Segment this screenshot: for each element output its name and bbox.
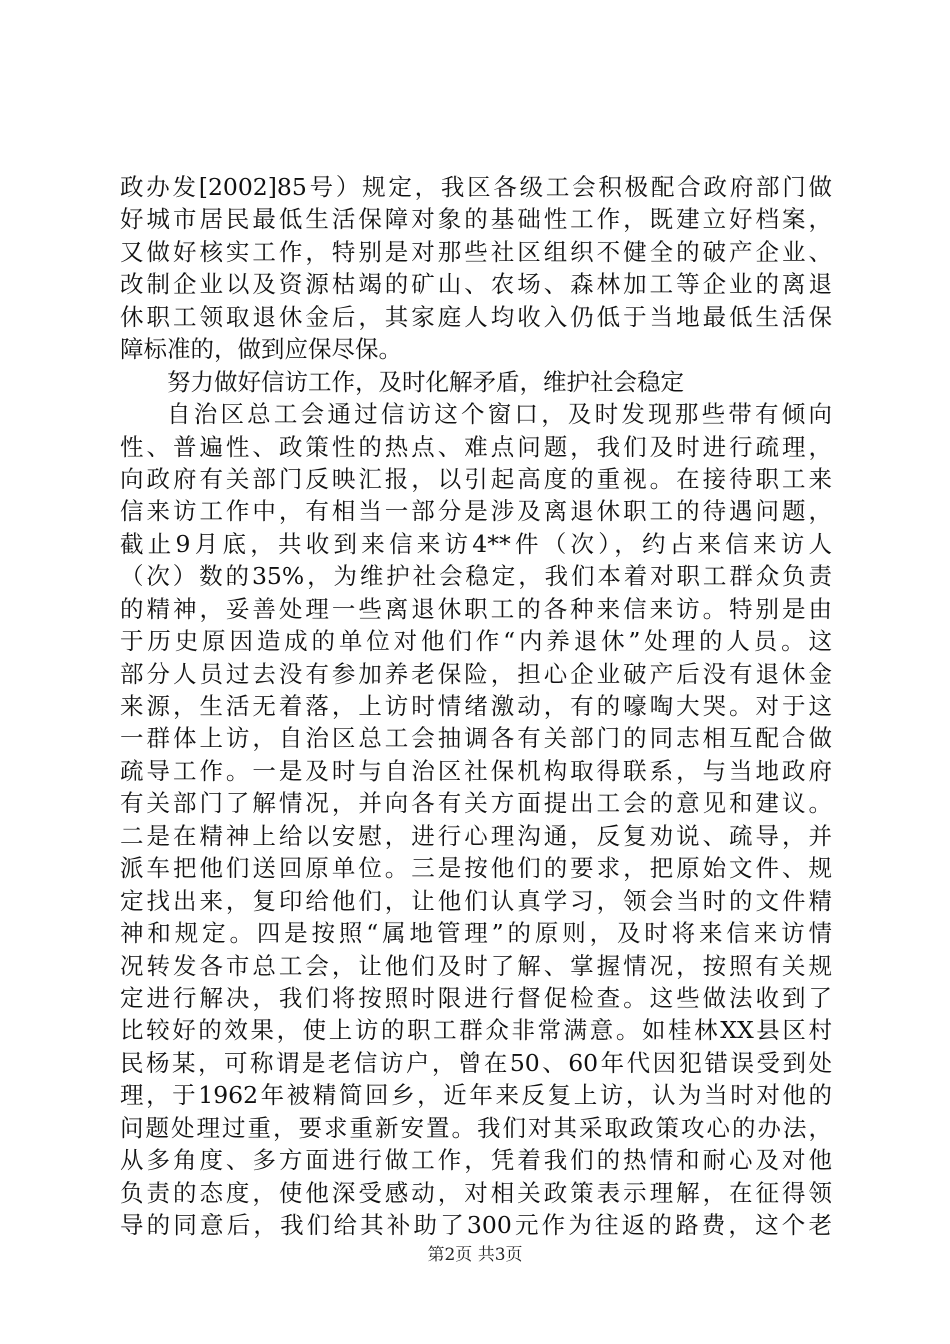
text-line: 的精神，妥善处理一些离退休职工的各种来信来访。特别是由 xyxy=(120,594,832,623)
document-body xyxy=(120,171,832,1241)
section-heading: 努力做好信访工作，及时化解矛盾，维护社会稳定 xyxy=(167,367,684,396)
text-line: 导的同意后，我们给其补助了300元作为往返的路费，这个老 xyxy=(120,1211,832,1239)
text-line: 定找出来，复印给他们，让他们认真学习，领会当时的文件精 xyxy=(120,886,832,915)
text-line: 性、普遍性、政策性的热点、难点问题，我们及时进行疏理， xyxy=(120,432,832,461)
text-line: 况转发各市总工会，让他们及时了解、掌握情况，按照有关规 xyxy=(120,951,832,980)
text-line: 派车把他们送回原单位。三是按他们的要求，把原始文件、规 xyxy=(120,854,832,883)
text-line: 定进行解决，我们将按照时限进行督促检查。这些做法收到了 xyxy=(120,983,832,1012)
text-line: 从多角度、多方面进行做工作，凭着我们的热情和耐心及对他 xyxy=(120,1146,832,1175)
text-line: 又做好核实工作，特别是对那些社区组织不健全的破产企业、 xyxy=(120,237,832,266)
text-line: 负责的态度，使他深受感动，对相关政策表示理解，在征得领 xyxy=(120,1178,832,1207)
text-line: 一群体上访，自治区总工会抽调各有关部门的同志相互配合做 xyxy=(120,724,832,753)
text-line: 自治区总工会通过信访这个窗口，及时发现那些带有倾向 xyxy=(167,400,832,429)
text-line: 有关部门了解情况，并向各有关方面提出工会的意见和建议。 xyxy=(120,789,832,818)
text-line: 向政府有关部门反映汇报，以引起高度的重视。在接待职工来 xyxy=(120,464,832,493)
text-line: 神和规定。四是按照“属地管理”的原则，及时将来信来访情 xyxy=(120,919,832,948)
text-line: 改制企业以及资源枯竭的矿山、农场、森林加工等企业的离退 xyxy=(120,270,832,299)
text-line: 疏导工作。一是及时与自治区社保机构取得联系，与当地政府 xyxy=(120,756,832,785)
text-line: 来源，生活无着落，上访时情绪激动，有的嚎啕大哭。对于这 xyxy=(120,692,832,720)
text-line: 理，于1962年被精简回乡，近年来反复上访，认为当时对他的 xyxy=(120,1081,832,1110)
text-line: 部分人员过去没有参加养老保险，担心企业破产后没有退休金 xyxy=(120,659,832,688)
text-line: 民杨某，可称谓是老信访户，曾在50、60年代因犯错误受到处 xyxy=(120,1048,832,1077)
text-line: 休职工领取退休金后，其家庭人均收入仍低于当地最低生活保 xyxy=(120,302,832,331)
text-line: 截止9月底，共收到来信来访4**件（次），约占来信来访人 xyxy=(120,529,832,558)
text-line: 障标准的，做到应保尽保。 xyxy=(120,335,402,364)
text-line: 于历史原因造成的单位对他们作“内养退休”处理的人员。这 xyxy=(120,627,832,656)
text-line: 比较好的效果，使上访的职工群众非常满意。如桂林XX县区村 xyxy=(120,1016,832,1045)
text-line: （次）数的35%，为维护社会稳定，我们本着对职工群众负责 xyxy=(120,562,832,591)
page-number-footer: 第2页 共3页 xyxy=(427,1245,523,1265)
text-line: 问题处理过重，要求重新安置。我们对其采取政策攻心的办法， xyxy=(120,1113,832,1142)
text-line: 信来访工作中，有相当一部分是涉及离退休职工的待遇问题， xyxy=(120,497,832,526)
text-line: 政办发[2002]85号）规定，我区各级工会积极配合政府部门做 xyxy=(120,173,832,201)
text-line: 好城市居民最低生活保障对象的基础性工作，既建立好档案， xyxy=(120,205,832,234)
text-line: 二是在精神上给以安慰，进行心理沟通，反复劝说、疏导，并 xyxy=(120,821,832,850)
